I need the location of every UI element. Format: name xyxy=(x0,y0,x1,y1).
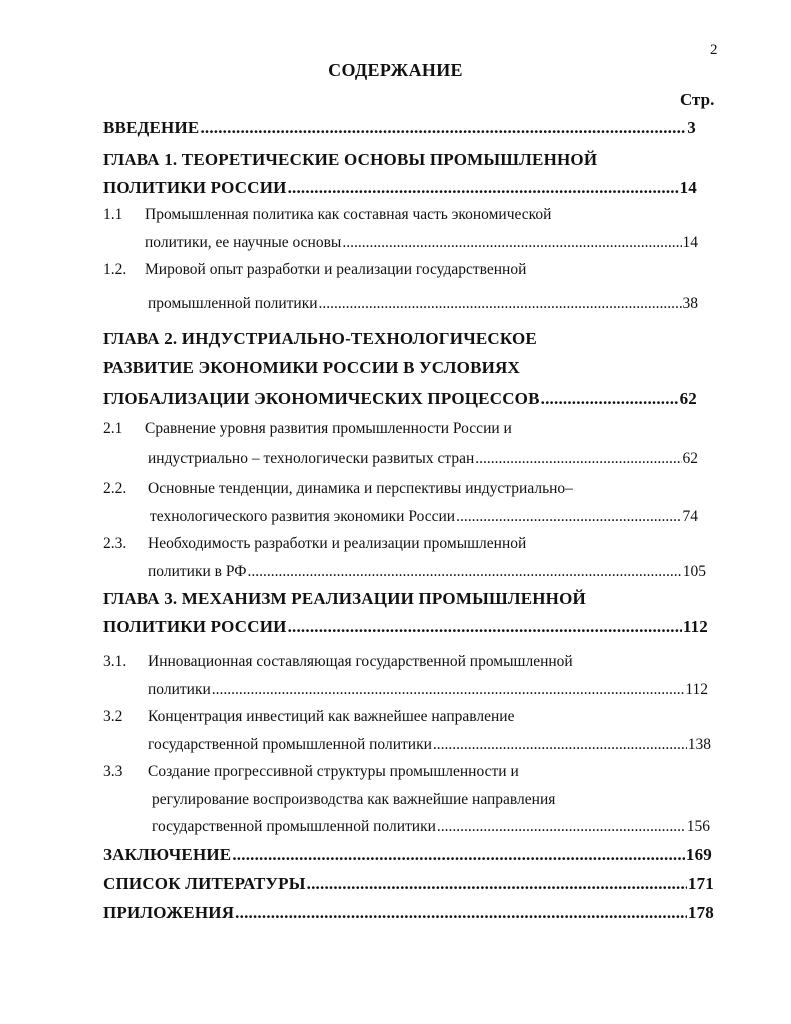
toc-section-3-3-line2: регулирование воспроизводства как важнейшие направления xyxy=(152,791,556,808)
toc-entry-label: ГЛОБАЛИЗАЦИИ ЭКОНОМИЧЕСКИХ ПРОЦЕССОВ xyxy=(103,389,540,408)
toc-page-number: 14 xyxy=(679,178,697,197)
dot-leader xyxy=(475,450,681,468)
dot-leader xyxy=(232,845,685,865)
dot-leader xyxy=(456,508,681,526)
toc-entry-section-2-3[interactable] xyxy=(148,563,706,581)
section-number: 1.1 xyxy=(103,206,123,223)
toc-section-2-2-line1: Основные тенденции, динамика и перспективы индустриально– xyxy=(148,480,573,497)
dot-leader xyxy=(247,563,681,581)
toc-page-number: 112 xyxy=(685,681,708,698)
toc-entry-section-3-2[interactable] xyxy=(148,736,711,754)
toc-entry-label: ПРИЛОЖЕНИЯ xyxy=(103,903,235,922)
toc-entry-section-2-2[interactable] xyxy=(150,508,698,526)
toc-entry-label: технологического развития экономики России xyxy=(150,508,456,525)
toc-page-number: 62 xyxy=(682,450,698,467)
dot-leader xyxy=(200,118,686,138)
toc-section-3-3-line1: Создание прогрессивной структуры промышленности и xyxy=(148,763,519,780)
toc-entry-label: ПОЛИТИКИ РОССИИ xyxy=(103,178,287,197)
dot-leader xyxy=(319,295,682,313)
toc-page-number: 178 xyxy=(687,903,714,922)
dot-leader xyxy=(288,617,682,637)
toc-entry-label: политики в РФ xyxy=(148,563,247,580)
toc-page-number: 112 xyxy=(682,617,708,636)
dot-leader xyxy=(212,681,685,699)
toc-entry-intro[interactable] xyxy=(103,118,696,138)
toc-entry-section-2-1[interactable] xyxy=(148,450,698,468)
toc-entry-chapter-3[interactable] xyxy=(103,617,708,637)
toc-entry-label: СПИСОК ЛИТЕРАТУРЫ xyxy=(103,874,306,893)
toc-entry-references[interactable] xyxy=(103,874,714,894)
toc-entry-section-1-1[interactable] xyxy=(145,234,698,252)
dot-leader xyxy=(541,389,679,409)
toc-entry-label: промышленной политики xyxy=(148,295,318,312)
dot-leader xyxy=(307,874,687,894)
toc-page-number: 138 xyxy=(687,736,711,753)
toc-page-number: 169 xyxy=(685,845,712,864)
toc-entry-section-3-3[interactable] xyxy=(152,818,710,836)
dot-leader xyxy=(433,736,687,754)
toc-entry-label: индустриально – технологически развитых стран xyxy=(148,450,475,467)
toc-entry-label: ВВЕДЕНИЕ xyxy=(103,118,200,137)
toc-entry-chapter-1[interactable] xyxy=(103,178,697,198)
dot-leader xyxy=(288,178,679,198)
toc-page-number: 105 xyxy=(682,563,706,580)
toc-page-number: 74 xyxy=(682,508,698,525)
dot-leader xyxy=(437,818,686,836)
dot-leader xyxy=(235,903,687,923)
toc-entry-label: ПОЛИТИКИ РОССИИ xyxy=(103,617,287,636)
toc-page-number: 38 xyxy=(682,295,698,312)
page-number: 2 xyxy=(710,42,718,58)
toc-chapter-1-line1: ГЛАВА 1. ТЕОРЕТИЧЕСКИЕ ОСНОВЫ ПРОМЫШЛЕННОЙ xyxy=(103,150,598,169)
section-number: 3.3 xyxy=(103,763,123,780)
pages-column-label: Стр. xyxy=(680,90,715,109)
toc-section-1-2-line1: Мировой опыт разработки и реализации государственной xyxy=(145,261,527,278)
toc-entry-label: политики xyxy=(148,681,211,698)
toc-chapter-2-line1: ГЛАВА 2. ИНДУСТРИАЛЬНО-ТЕХНОЛОГИЧЕСКОЕ xyxy=(103,329,537,348)
toc-entry-label: ЗАКЛЮЧЕНИЕ xyxy=(103,845,232,864)
toc-section-1-1-line1: Промышленная политика как составная часть экономической xyxy=(145,206,552,223)
toc-section-2-1-line1: Сравнение уровня развития промышленности России и xyxy=(145,420,512,437)
toc-section-2-3-line1: Необходимость разработки и реализации промышленной xyxy=(148,535,527,552)
toc-page-number: 171 xyxy=(687,874,714,893)
toc-chapter-3-line1: ГЛАВА 3. МЕХАНИЗМ РЕАЛИЗАЦИИ ПРОМЫШЛЕННОЙ xyxy=(103,589,586,608)
toc-entry-conclusion[interactable] xyxy=(103,845,712,865)
section-number: 1.2. xyxy=(103,261,127,278)
toc-chapter-2-line2: РАЗВИТИЕ ЭКОНОМИКИ РОССИИ В УСЛОВИЯХ xyxy=(103,358,521,377)
toc-page-number: 156 xyxy=(686,818,710,835)
toc-entry-chapter-2[interactable] xyxy=(103,389,697,409)
section-number: 3.1. xyxy=(103,653,127,670)
toc-entry-label: государственной промышленной политики xyxy=(148,736,432,753)
toc-entry-label: политики, ее научные основы xyxy=(145,234,342,251)
toc-section-3-1-line1: Инновационная составляющая государственной промышленной xyxy=(148,653,573,670)
page-title: СОДЕРЖАНИЕ xyxy=(328,60,463,80)
toc-entry-section-1-2[interactable] xyxy=(148,295,698,313)
section-number: 2.2. xyxy=(103,480,127,497)
toc-entry-section-3-1[interactable] xyxy=(148,681,708,699)
toc-section-3-2-line1: Концентрация инвестиций как важнейшее направление xyxy=(148,708,515,725)
toc-page-number: 62 xyxy=(679,389,697,408)
toc-page-number: 14 xyxy=(682,234,698,251)
toc-page-number: 3 xyxy=(687,118,696,137)
toc-entry-appendix[interactable] xyxy=(103,903,714,923)
section-number: 2.3. xyxy=(103,535,127,552)
dot-leader xyxy=(342,234,681,252)
section-number: 2.1 xyxy=(103,420,123,437)
toc-entry-label: государственной промышленной политики xyxy=(152,818,436,835)
section-number: 3.2 xyxy=(103,708,123,725)
